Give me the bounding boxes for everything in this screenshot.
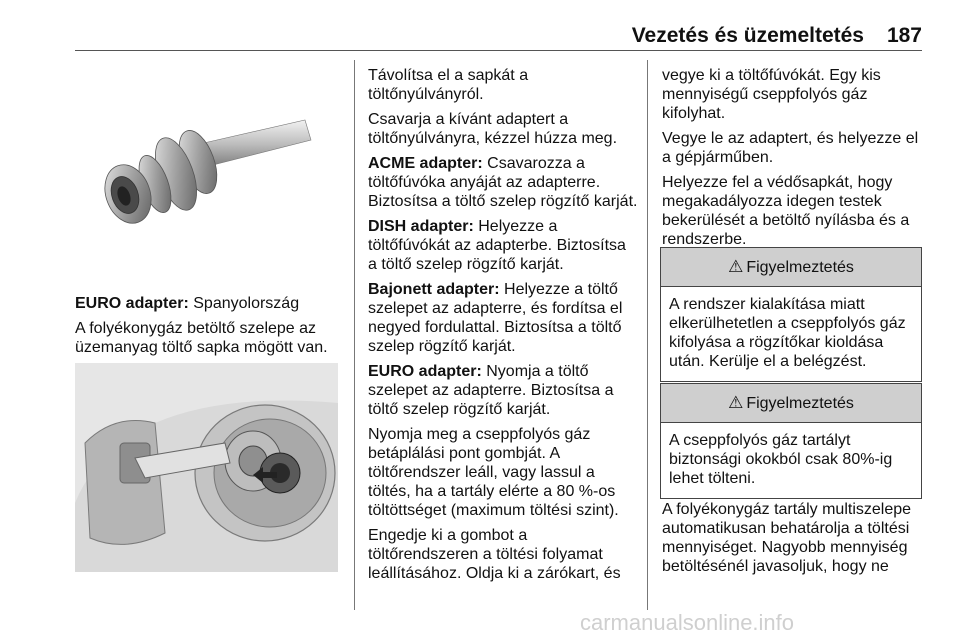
header-divider bbox=[75, 50, 922, 51]
euro-adapter-label-2: EURO adapter: bbox=[368, 363, 482, 380]
warning-text-1: A rendszer kialakítása miatt elkerülhetetlen a cseppfolyós gáz kifolyása a rögzítőkar kioldása után. Kerülje el a belégzést. bbox=[669, 296, 906, 370]
release-button-paragraph: Engedje ki a gombot a töltőrendszeren a töltési folyamat leállításához. Oldja ki a zárókart, és bbox=[368, 527, 621, 582]
dish-adapter-paragraph bbox=[368, 217, 638, 274]
watermark: carmanualsonline.info bbox=[580, 610, 795, 635]
bajonett-adapter-text: Helyezze a töltő szelepet az adapterre, és fordítsa el negyed fordulattal. Biztosítsa a töltő szelep rögzítő karját. bbox=[368, 281, 623, 355]
warning-triangle-icon: ⚠ bbox=[728, 393, 744, 412]
warning-title-1: Figyelmeztetés bbox=[746, 259, 854, 276]
euro-adapter-text: Spanyolország bbox=[188, 295, 300, 312]
dish-adapter-label: DISH adapter: bbox=[368, 218, 474, 235]
warning-box-1 bbox=[660, 247, 922, 382]
warning-box-2 bbox=[660, 383, 922, 499]
dish-adapter-text: Helyezze a töltőfúvókát az adapterbe. Biztosítsa a töltő szelep rögzítő karját. bbox=[368, 218, 626, 273]
page-header bbox=[0, 0, 960, 50]
adapter-illustration bbox=[75, 70, 337, 280]
remove-cap-paragraph: Távolítsa el a sapkát a töltőnyúlványról. bbox=[368, 67, 529, 103]
bajonett-adapter-paragraph bbox=[368, 280, 638, 356]
press-button-paragraph: Nyomja meg a cseppfolyós gáz betáplálási pont gombját. A töltőrendszer leáll, vagy lassul a töltés, ha a tartály elérte a 80 %-os töltöttséget (maximum töltési szint). bbox=[368, 426, 619, 519]
warning-header-2 bbox=[661, 384, 921, 423]
acme-adapter-paragraph bbox=[368, 154, 638, 211]
remove-nozzle-paragraph: vegye ki a töltőfúvókát. Egy kis mennyiségű cseppfolyós gáz kifolyhat. bbox=[662, 67, 881, 122]
euro-adapter-label: EURO adapter: bbox=[75, 295, 189, 312]
warning-header-1 bbox=[661, 248, 921, 287]
page-number: 187 bbox=[886, 24, 922, 47]
euro-adapter-paragraph bbox=[75, 294, 345, 313]
screw-adapter-paragraph: Csavarja a kívánt adaptert a töltőnyúlványra, kézzel húzza meg. bbox=[368, 111, 618, 147]
warning-triangle-icon: ⚠ bbox=[728, 257, 744, 276]
protective-cap-paragraph: Helyezze fel a védősapkát, hogy megakadályozza idegen testek bekerülését a betöltő nyílásba és a rendszerbe. bbox=[662, 174, 910, 248]
column-divider-1 bbox=[354, 60, 355, 610]
euro-adapter-instructions-paragraph bbox=[368, 362, 638, 419]
lpg-valve-paragraph: A folyékonygáz betöltő szelepe az üzemanyag töltő sapka mögött van. bbox=[75, 320, 328, 356]
multivalve-paragraph: A folyékonygáz tartály multiszelepe automatikusan behatárolja a töltési mennyiséget. Nagyobb mennyiség betöltésénél javasoljuk, hogy ne bbox=[662, 501, 912, 575]
remove-adapter-paragraph: Vegye le az adaptert, és helyezze el a gépjárműben. bbox=[662, 130, 919, 166]
page-title: Vezetés és üzemeltetés bbox=[631, 24, 864, 47]
filler-flap-illustration bbox=[75, 363, 338, 572]
bajonett-adapter-label: Bajonett adapter: bbox=[368, 281, 500, 298]
warning-text-2: A cseppfolyós gáz tartályt biztonsági okokból csak 80%-ig lehet tölteni. bbox=[669, 432, 893, 487]
acme-adapter-label: ACME adapter: bbox=[368, 155, 483, 172]
column-divider-2 bbox=[647, 60, 648, 610]
euro-adapter-text-2: Nyomja a töltő szelepet az adapterre. Biztosítsa a töltő szelep rögzítő karját. bbox=[368, 363, 614, 418]
warning-title-2: Figyelmeztetés bbox=[746, 395, 854, 412]
acme-adapter-text: Csavarozza a töltőfúvóka anyáját az adapterre. Biztosítsa a töltő szelep rögzítő karját. bbox=[368, 155, 638, 210]
